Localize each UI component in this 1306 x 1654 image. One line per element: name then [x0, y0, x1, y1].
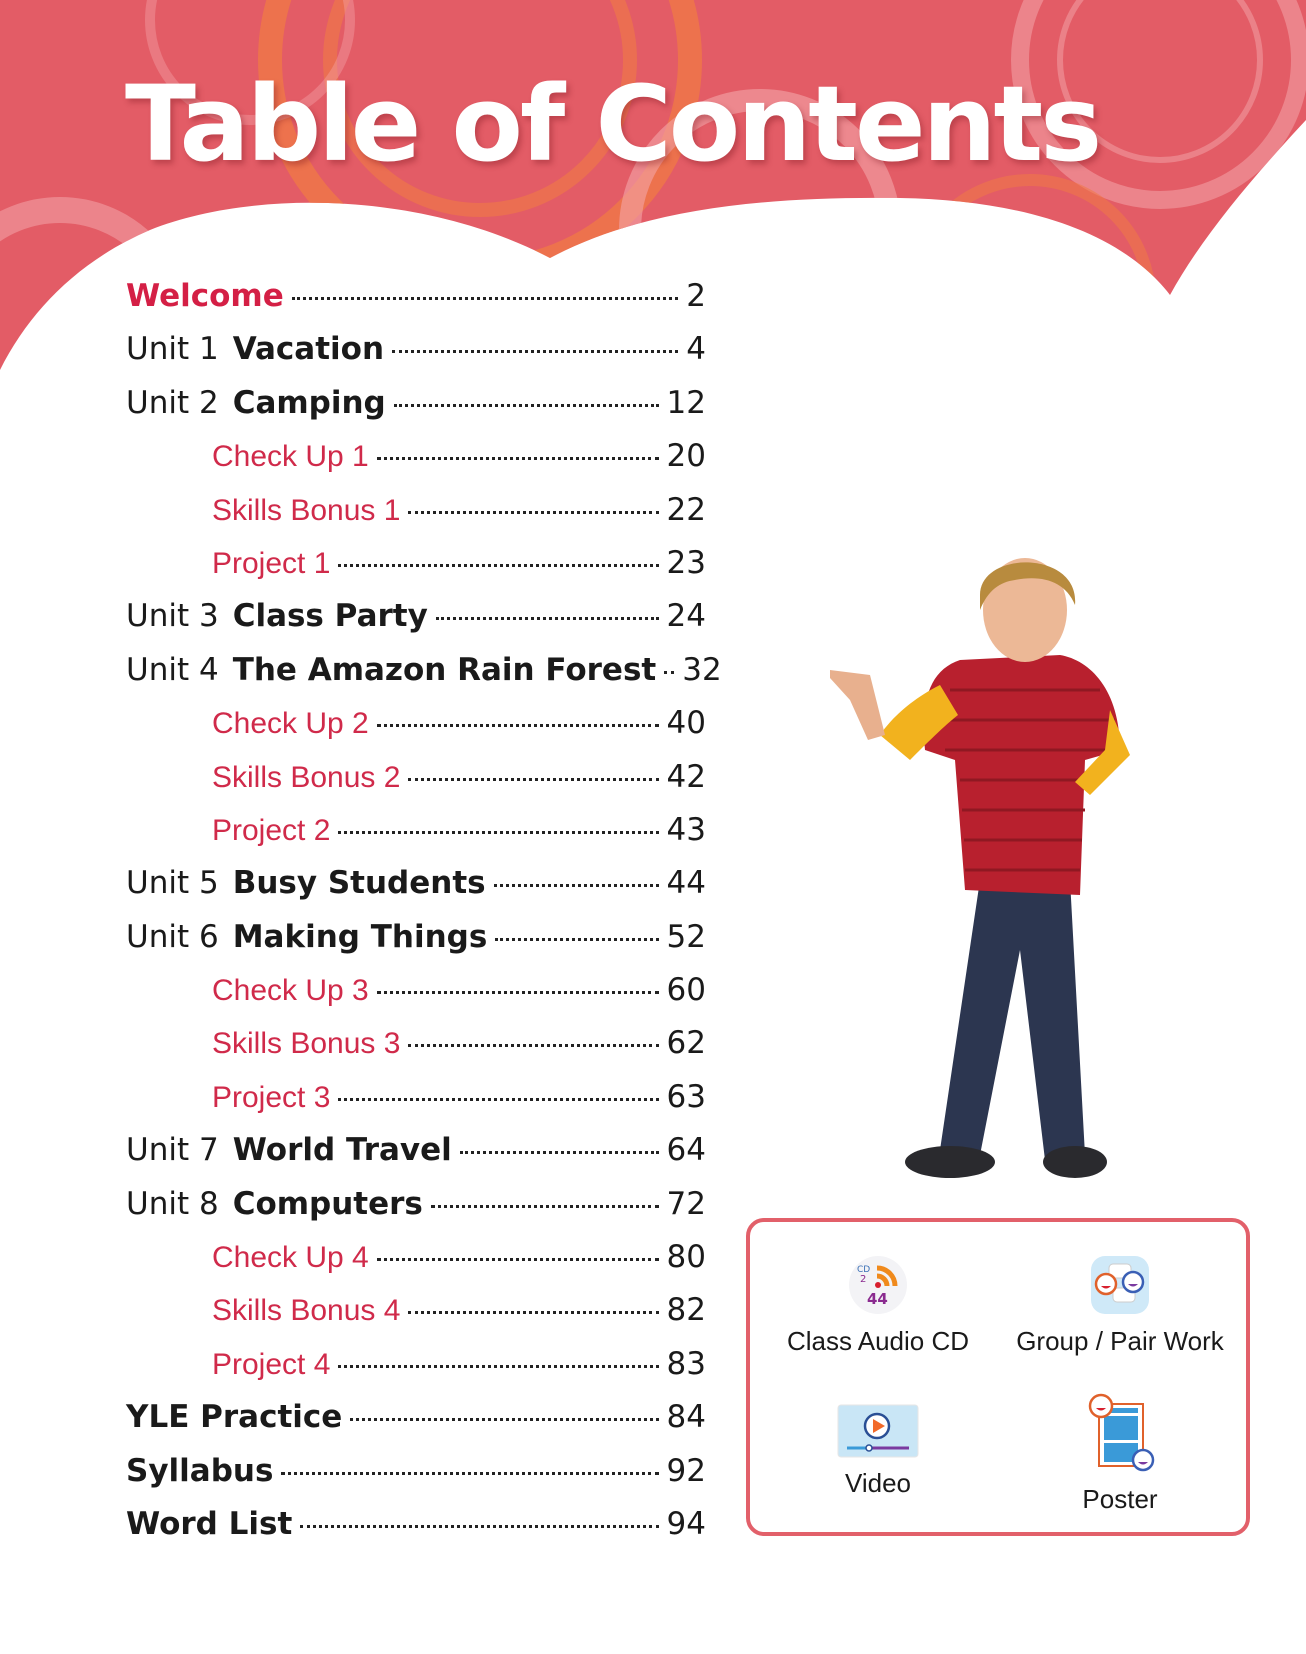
- toc-entry-unit-4[interactable]: [126, 651, 722, 705]
- toc-entry-page: 63: [666, 1078, 706, 1115]
- toc-entry-unit: Unit 3: [126, 598, 219, 635]
- dot-leader: [408, 1311, 658, 1314]
- audio-cd-icon: [847, 1254, 909, 1316]
- dot-leader: [292, 297, 679, 300]
- boy-pointing-illustration: [830, 550, 1210, 1230]
- dot-leader: [431, 1205, 659, 1208]
- toc-entry-page: 60: [666, 972, 706, 1009]
- dot-leader: [392, 350, 678, 353]
- toc-entry-title: Skills Bonus 4: [212, 1294, 401, 1328]
- toc-entry-unit-8[interactable]: [126, 1186, 706, 1239]
- dot-leader: [300, 1525, 658, 1528]
- toc-entry-title: Check Up 4: [212, 1241, 369, 1275]
- dot-leader: [436, 617, 659, 620]
- toc-entry-title: Skills Bonus 1: [212, 493, 401, 527]
- toc-entry-page: 94: [666, 1505, 706, 1542]
- toc-entry-skills-bonus-4[interactable]: [126, 1292, 706, 1345]
- toc-entry-page: 52: [666, 918, 706, 955]
- toc-entry-page: 62: [666, 1025, 706, 1062]
- toc-entry-title: Camping: [232, 384, 386, 421]
- toc-entry-title: YLE Practice: [126, 1399, 343, 1436]
- toc-entry-unit: Unit 1: [126, 331, 219, 368]
- toc-entry-page: 92: [666, 1452, 706, 1489]
- toc-entry-title: Check Up 3: [212, 974, 369, 1008]
- legend-label: Group / Pair Work: [1016, 1326, 1224, 1356]
- toc-entry-title: Project 2: [212, 813, 331, 847]
- toc-entry-page: 12: [666, 384, 706, 421]
- toc-entry-title: Welcome: [126, 278, 284, 314]
- dot-leader: [377, 991, 659, 994]
- dot-leader: [394, 404, 659, 407]
- legend-item-video: [758, 1404, 998, 1499]
- toc-entry-title: Vacation: [232, 331, 385, 368]
- toc-entry-unit-3[interactable]: [126, 598, 706, 651]
- dot-leader: [338, 831, 658, 834]
- toc-entry-title: Syllabus: [126, 1452, 274, 1489]
- dot-leader: [495, 938, 658, 941]
- toc-entry-unit: Unit 8: [126, 1185, 219, 1222]
- toc-entry-project-4[interactable]: [126, 1346, 706, 1399]
- toc-entry-title: Project 3: [212, 1080, 331, 1114]
- toc-entry-title: Busy Students: [232, 865, 486, 902]
- video-icon: [837, 1404, 919, 1458]
- dot-leader: [281, 1472, 658, 1475]
- toc-entry-unit-7[interactable]: [126, 1132, 706, 1185]
- toc-entry-project-3[interactable]: [126, 1079, 706, 1132]
- toc-entry-check-up-1[interactable]: [126, 438, 706, 491]
- toc-entry-title: Check Up 1: [212, 440, 369, 474]
- poster-icon: [1085, 1392, 1155, 1474]
- page-title: Table of Contents: [125, 63, 1100, 185]
- toc-entry-title: Skills Bonus 2: [212, 760, 401, 794]
- toc-entry-check-up-4[interactable]: [126, 1239, 706, 1292]
- dot-leader: [338, 564, 658, 567]
- dot-leader: [377, 457, 659, 460]
- toc-entry-title: Skills Bonus 3: [212, 1027, 401, 1061]
- toc-entry-unit: Unit 7: [126, 1132, 219, 1169]
- toc-entry-unit: Unit 2: [126, 384, 219, 421]
- legend-item-class-audio-cd: [758, 1254, 998, 1357]
- toc-entry-page: 2: [686, 278, 706, 314]
- toc-entry-title: The Amazon Rain Forest: [232, 651, 657, 688]
- toc-entry-title: World Travel: [232, 1132, 452, 1169]
- toc-entry-check-up-2[interactable]: [126, 705, 706, 758]
- dot-leader: [338, 1098, 658, 1101]
- dot-leader: [408, 1044, 658, 1047]
- dot-leader: [350, 1418, 658, 1421]
- table-of-contents: [126, 278, 722, 1559]
- toc-entry-page: 64: [666, 1132, 706, 1169]
- toc-entry-page: 24: [666, 598, 706, 635]
- toc-entry-unit: Unit 6: [126, 918, 219, 955]
- toc-entry-skills-bonus-2[interactable]: [126, 759, 706, 812]
- legend-label: Class Audio CD: [786, 1326, 970, 1356]
- toc-entry-page: 42: [666, 758, 706, 795]
- dot-leader: [408, 511, 658, 514]
- legend-label: Poster: [1082, 1484, 1158, 1514]
- toc-entry-title: Word List: [126, 1505, 293, 1542]
- toc-entry-title: Computers: [232, 1185, 423, 1222]
- toc-entry-title: Class Party: [232, 598, 428, 635]
- toc-entry-yle-practice[interactable]: [126, 1399, 706, 1452]
- toc-entry-page: 43: [666, 811, 706, 848]
- dot-leader: [494, 884, 659, 887]
- toc-entry-page: 82: [666, 1292, 706, 1329]
- toc-entry-skills-bonus-1[interactable]: [126, 492, 706, 545]
- toc-entry-project-2[interactable]: [126, 812, 706, 865]
- toc-entry-page: 84: [666, 1399, 706, 1436]
- toc-entry-unit-2[interactable]: [126, 385, 706, 438]
- toc-entry-page: 80: [666, 1239, 706, 1276]
- dot-leader: [377, 1258, 659, 1261]
- legend-label: Video: [844, 1468, 912, 1498]
- toc-entry-page: 40: [666, 705, 706, 742]
- group-pair-work-icon: [1089, 1254, 1151, 1316]
- legend-item-poster: [1000, 1392, 1240, 1515]
- dot-leader: [377, 724, 659, 727]
- dot-leader: [460, 1151, 659, 1154]
- svg-text:44: 44: [867, 1290, 888, 1308]
- toc-entry-page: 72: [666, 1185, 706, 1222]
- toc-entry-page: 23: [666, 544, 706, 581]
- toc-entry-unit: Unit 5: [126, 865, 219, 902]
- toc-entry-page: 4: [686, 331, 706, 368]
- toc-entry-skills-bonus-3[interactable]: [126, 1025, 706, 1078]
- svg-text:CD: CD: [857, 1265, 871, 1275]
- toc-entry-welcome[interactable]: [126, 278, 706, 331]
- svg-text:2: 2: [860, 1274, 867, 1285]
- toc-entry-title: Project 1: [212, 546, 331, 580]
- toc-entry-unit-6[interactable]: [126, 919, 706, 972]
- dot-leader: [664, 671, 674, 674]
- toc-entry-page: 83: [666, 1345, 706, 1382]
- toc-entry-word-list[interactable]: [126, 1506, 706, 1559]
- toc-entry-page: 44: [666, 865, 706, 902]
- toc-entry-page: 20: [666, 438, 706, 475]
- toc-entry-page: 22: [666, 491, 706, 528]
- toc-entry-unit: Unit 4: [126, 651, 219, 688]
- dot-leader: [408, 778, 658, 781]
- toc-entry-syllabus[interactable]: [126, 1453, 706, 1506]
- legend-item-group-pair-work: [1000, 1254, 1240, 1357]
- toc-entry-page: 32: [682, 651, 722, 688]
- toc-entry-unit-1[interactable]: [126, 331, 706, 384]
- toc-entry-title: Making Things: [232, 918, 488, 955]
- icon-legend: [746, 1218, 1250, 1536]
- toc-entry-title: Project 4: [212, 1347, 331, 1381]
- toc-entry-project-1[interactable]: [126, 545, 706, 598]
- toc-entry-title: Check Up 2: [212, 707, 369, 741]
- dot-leader: [338, 1365, 658, 1368]
- toc-entry-check-up-3[interactable]: [126, 972, 706, 1025]
- toc-entry-unit-5[interactable]: [126, 865, 706, 918]
